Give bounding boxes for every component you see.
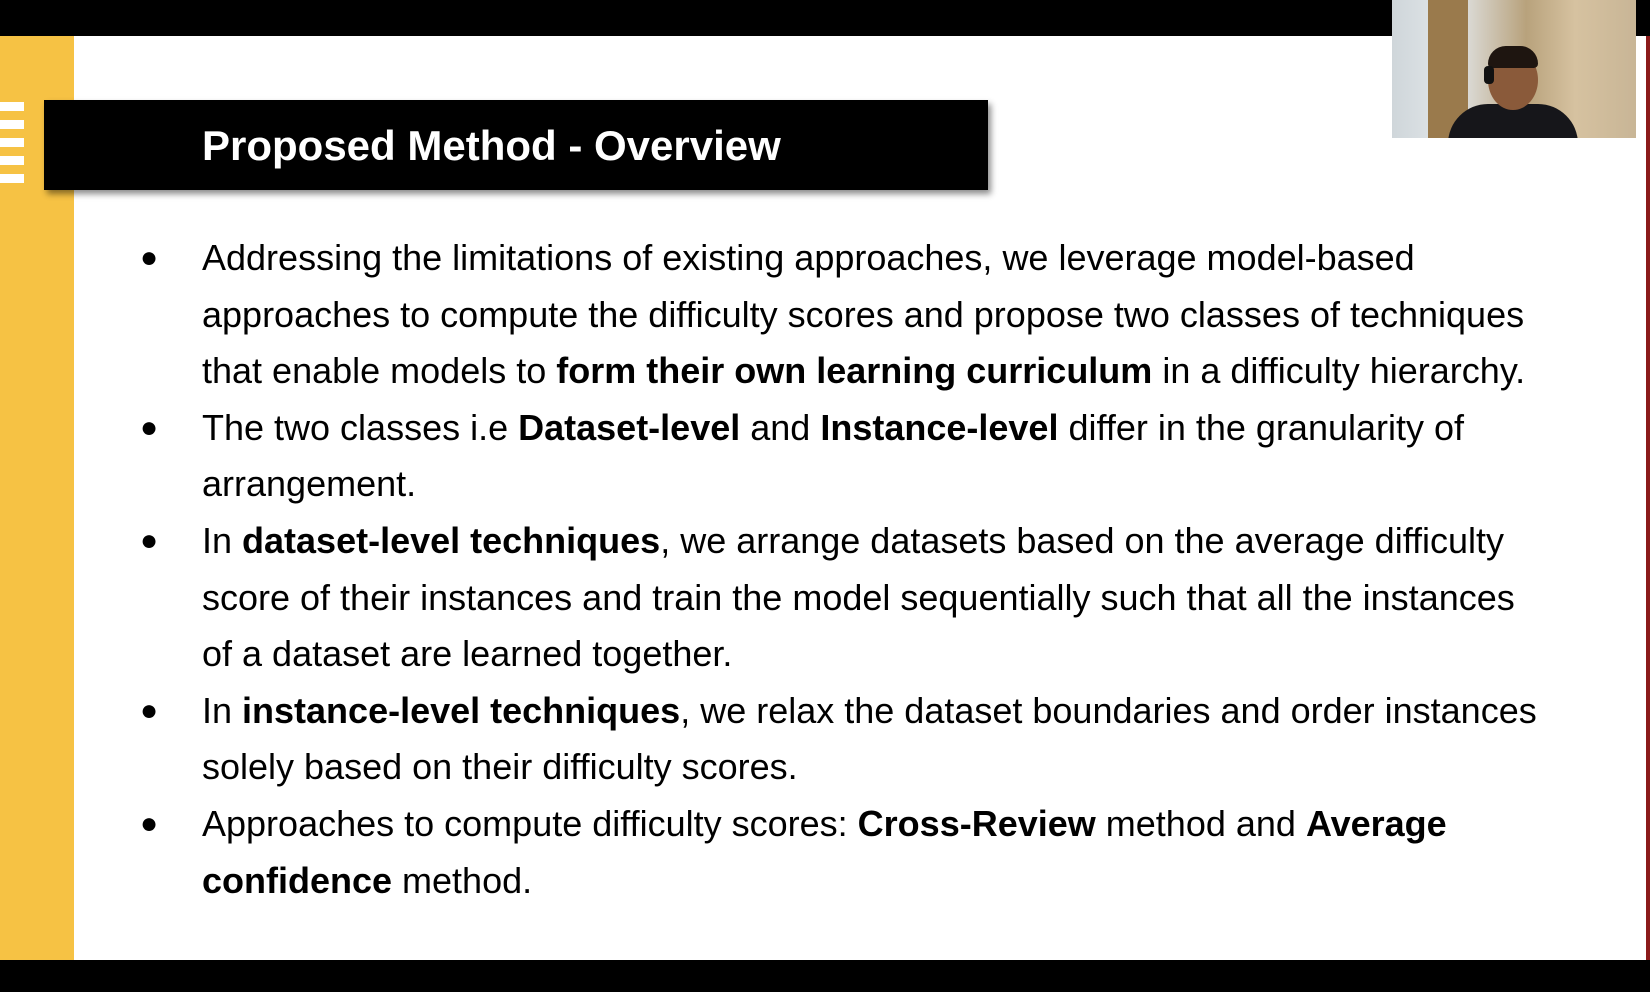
bullet-text: , we arrange datasets based on the average difficulty score of their instances and train the model sequentially such that all the instances of a dataset are learned together. [202,519,1515,675]
bullet-text: Approaches to compute difficulty scores: [202,802,858,844]
title-bar [44,100,988,190]
bullet-text: differ in the granularity of arrangement. [202,406,1465,505]
bullet-item [130,513,1550,683]
bullet-emphasis: form their own learning curriculum [556,350,1153,392]
bullet-emphasis: instance-level techniques [242,689,681,731]
bullet-emphasis: Average confidence [202,802,1447,901]
bullet-text: method. [392,859,533,901]
slide-right-edge [1646,36,1650,960]
bullet-item [130,683,1550,796]
headphone-icon [1484,66,1494,84]
bullet-emphasis: Instance-level [820,406,1059,448]
webcam-feed[interactable] [1392,0,1636,138]
bullet-list [130,230,1550,909]
bullet-text: Addressing the limitations of existing approaches, we leverage model-based approaches to compute the difficulty scores and propose two classes of techniques that enable models to [202,237,1525,392]
bullet-item [130,400,1550,513]
bullet-item [130,796,1550,909]
bullet-text: In [202,519,243,561]
bullet-dot-icon: ● [140,806,159,840]
bullet-dot-icon: ● [140,241,159,274]
bullet-text: In [202,689,243,731]
bullet-text: method and [1095,802,1306,844]
bullet-text: and [740,406,821,448]
bullet-text: , we relax the dataset boundaries and order instances solely based on their difficulty scores. [202,689,1537,788]
bullet-dot-icon: ● [140,693,159,727]
presenter-hair [1488,46,1538,68]
stripe-dashes [0,102,24,192]
bullet-emphasis: Cross-Review [857,802,1096,844]
bullet-text: in a difficulty hierarchy. [1152,350,1526,392]
bullet-dot-icon: ● [140,523,159,557]
bullet-emphasis: Dataset-level [518,406,741,448]
slide-title: Proposed Method - Overview [202,122,781,169]
bullet-item [130,230,1550,400]
bottom-letterbox [0,960,1650,992]
bullet-emphasis: dataset-level techniques [242,519,661,561]
bullet-text: The two classes i.e [202,406,519,448]
bullet-dot-icon: ● [140,410,159,444]
presentation-slide [0,36,1646,960]
